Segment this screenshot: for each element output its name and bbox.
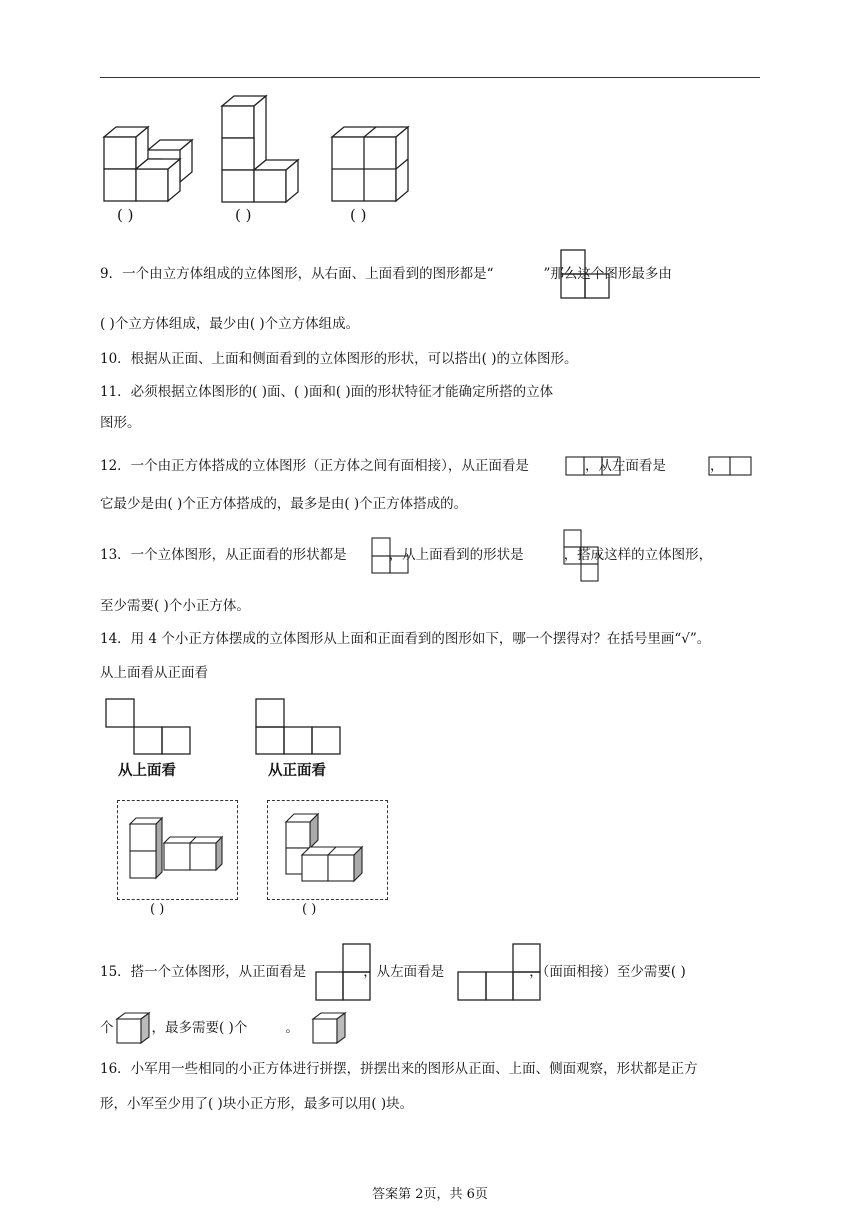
q13-text-c: ，搭成这样的立体图形， [563, 547, 713, 563]
q12-text-a: 12．一个由正方体搭成的立体图形（正方体之间有面相接），从正面看是 [100, 458, 529, 474]
q15-left-view-icon [457, 943, 547, 1003]
q13-text-b: ，从上面看到的形状是 [388, 547, 524, 563]
q12-front-view-icon [565, 456, 623, 478]
q14-option-a-figure [128, 814, 228, 884]
q15-text-c: ，（面面相接）至少需要( ) [529, 964, 686, 980]
q15-text-b: ，从左面看是 [363, 964, 445, 980]
q15-cube-icon-1 [115, 1011, 155, 1047]
q9-text-a: 9．一个由立方体组成的立体图形，从右面、上面看到的图形都是“ [100, 266, 494, 282]
q16-line1: 16．小军用一些相同的小正方体进行拼摆，拼摆出来的图形从正面、上面、侧面观察，形状都是正方 [100, 1061, 698, 1077]
q14-top-caption: 从上面看 [118, 763, 176, 779]
q14-option-b-figure [280, 812, 380, 887]
page-footer: 答案第 2页，共 6页 [372, 1187, 488, 1202]
q14-front-view-icon [255, 698, 345, 758]
q13-front-view-icon [371, 537, 411, 575]
q9-line2: ( )个立方体组成，最少由( )个立方体组成。 [100, 316, 360, 332]
q15-text-d: 个 [100, 1020, 114, 1036]
figure-2-paren[interactable]: ( ) [235, 206, 252, 224]
q12-line2: 它最少是由( )个正方体搭成的，最多是由( )个正方体搭成的。 [100, 496, 468, 512]
cube-figure-1 [100, 122, 200, 204]
q9-text-b: ”那么这个图形最多由 [543, 266, 672, 282]
q15-text-a: 15．搭一个立体图形，从正面看是 [100, 964, 307, 980]
q15-text-f: 。 [285, 1020, 299, 1036]
q13-top-view-icon [563, 529, 603, 585]
q15-front-view-icon [315, 943, 375, 1003]
q12-left-view-icon [708, 456, 754, 478]
q15-text-e: ，最多需要( )个 [151, 1020, 248, 1036]
figure-3-paren[interactable]: ( ) [350, 206, 367, 224]
q14-line1: 14．用 4 个小正方体摆成的立体图形从上面和正面看到的图形如下，哪一个摆得对？在括号里画“√”。 [100, 631, 711, 647]
q14-line2: 从上面看从正面看 [100, 665, 208, 681]
cube-figure-3 [328, 125, 418, 205]
q11-line1: 11．必须根据立体图形的( )面、( )面和( )面的形状特征才能确定所搭的立体 [100, 384, 554, 400]
q12-text-c: ， [709, 458, 724, 474]
q13-text-a: 13．一个立体图形，从正面看的形状都是 [100, 547, 347, 563]
q11-line2: 图形。 [100, 415, 141, 431]
q12-line1 [100, 456, 723, 476]
q14-top-view-icon [105, 698, 195, 758]
cube-figure-2 [218, 94, 308, 204]
q9-shape-icon [560, 249, 610, 299]
q14-option-a-paren[interactable]: ( ) [150, 902, 165, 917]
q15-cube-icon-2 [311, 1011, 351, 1047]
header-rule [100, 77, 760, 78]
figure-1-paren[interactable]: ( ) [117, 206, 134, 224]
q15-line1 [100, 962, 686, 982]
q13-line2: 至少需要( )个小正方体。 [100, 598, 250, 614]
q14-option-b-paren[interactable]: ( ) [302, 902, 317, 917]
q14-front-caption: 从正面看 [268, 763, 326, 779]
q12-text-b: ，从左面看是 [584, 458, 666, 474]
q10-line: 10．根据从正面、上面和侧面看到的立体图形的形状，可以搭出( )的立体图形。 [100, 351, 578, 367]
q16-line2: 形，小军至少用了( )块小正方形，最多可以用( )块。 [100, 1096, 414, 1112]
